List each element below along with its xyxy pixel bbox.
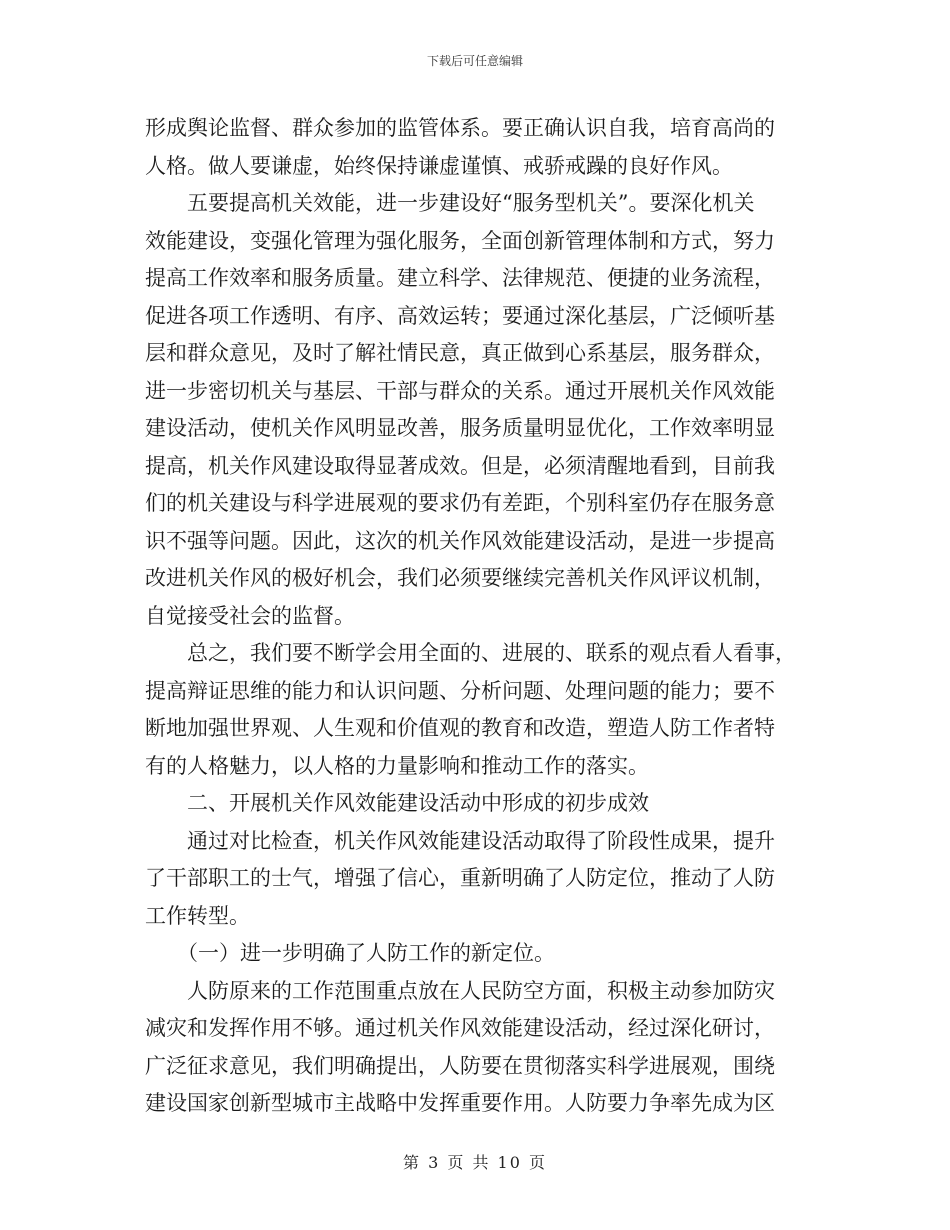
text-line: 促进各项工作透明、有序、高效运转；要通过深化基层，广泛倾听基 bbox=[145, 303, 775, 328]
text-line: 人防原来的工作范围重点放在人民防空方面，积极主动参加防灾 bbox=[187, 978, 775, 1003]
text-line: 自觉接受社会的监督。 bbox=[145, 603, 355, 628]
text-line: （一）进一步明确了人防工作的新定位。 bbox=[177, 941, 555, 965]
text-line: 二、开展机关作风效能建设活动中形成的初步成效 bbox=[187, 791, 649, 815]
text-line: 工作转型。 bbox=[145, 903, 250, 928]
text-line: 建设活动，使机关作风明显改善，服务质量明显优化，工作效率明显 bbox=[145, 416, 775, 440]
text-line: 改进机关作风的极好机会，我们必须要继续完善机关作风评议机制， bbox=[145, 566, 775, 590]
text-line: 广泛征求意见，我们明确提出，人防要在贯彻落实科学进展观，围绕 bbox=[145, 1053, 775, 1078]
text-line: 五要提高机关效能，进一步建设好“服务型机关”。要深化机关 bbox=[187, 191, 755, 215]
text-line: 了干部职工的士气，增强了信心，重新明确了人防定位，推动了人防 bbox=[145, 866, 775, 890]
text-line: 断地加强世界观、人生观和价值观的教育和改造，塑造人防工作者特 bbox=[145, 716, 775, 740]
text-line: 减灾和发挥作用不够。通过机关作风效能建设活动，经过深化研讨， bbox=[145, 1016, 775, 1040]
text-line: 建设国家创新型城市主战略中发挥重要作用。人防要力争率先成为区 bbox=[145, 1091, 775, 1115]
page-number: 第 3 页 共 10 页 bbox=[403, 1153, 547, 1172]
text-line: 人格。做人要谦虚，始终保持谦虚谨慎、戒骄戒躁的良好作风。 bbox=[145, 153, 733, 178]
text-line: 提高辩证思维的能力和认识问题、分析问题、处理问题的能力；要不 bbox=[145, 678, 775, 703]
text-line: 进一步密切机关与基层、干部与群众的关系。通过开展机关作风效能 bbox=[145, 378, 775, 403]
text-line: 层和群众意见，及时了解社情民意，真正做到心系基层，服务群众， bbox=[145, 341, 775, 365]
text-line: 识不强等问题。因此，这次的机关作风效能建设活动，是进一步提高 bbox=[145, 528, 775, 553]
header-note: 下载后可任意编辑 bbox=[426, 54, 523, 68]
text-line: 通过对比检查，机关作风效能建设活动取得了阶段性成果，提升 bbox=[187, 828, 775, 853]
text-line: 效能建设，变强化管理为强化服务，全面创新管理体制和方式，努力 bbox=[145, 228, 775, 253]
text-line: 提高工作效率和服务质量。建立科学、法律规范、便捷的业务流程， bbox=[145, 266, 775, 290]
text-line: 总之，我们要不断学会用全面的、进展的、联系的观点看人看事， bbox=[187, 641, 796, 665]
text-line: 提高，机关作风建设取得显著成效。但是，必须清醒地看到，目前我 bbox=[145, 453, 775, 478]
document-body bbox=[145, 110, 810, 1123]
text-line: 形成舆论监督、群众参加的监管体系。要正确认识自我，培育高尚的 bbox=[145, 116, 775, 140]
text-line: 有的人格魅力，以人格的力量影响和推动工作的落实。 bbox=[145, 753, 649, 778]
text-line: 们的机关建设与科学进展观的要求仍有差距，个别科室仍存在服务意 bbox=[145, 491, 775, 515]
